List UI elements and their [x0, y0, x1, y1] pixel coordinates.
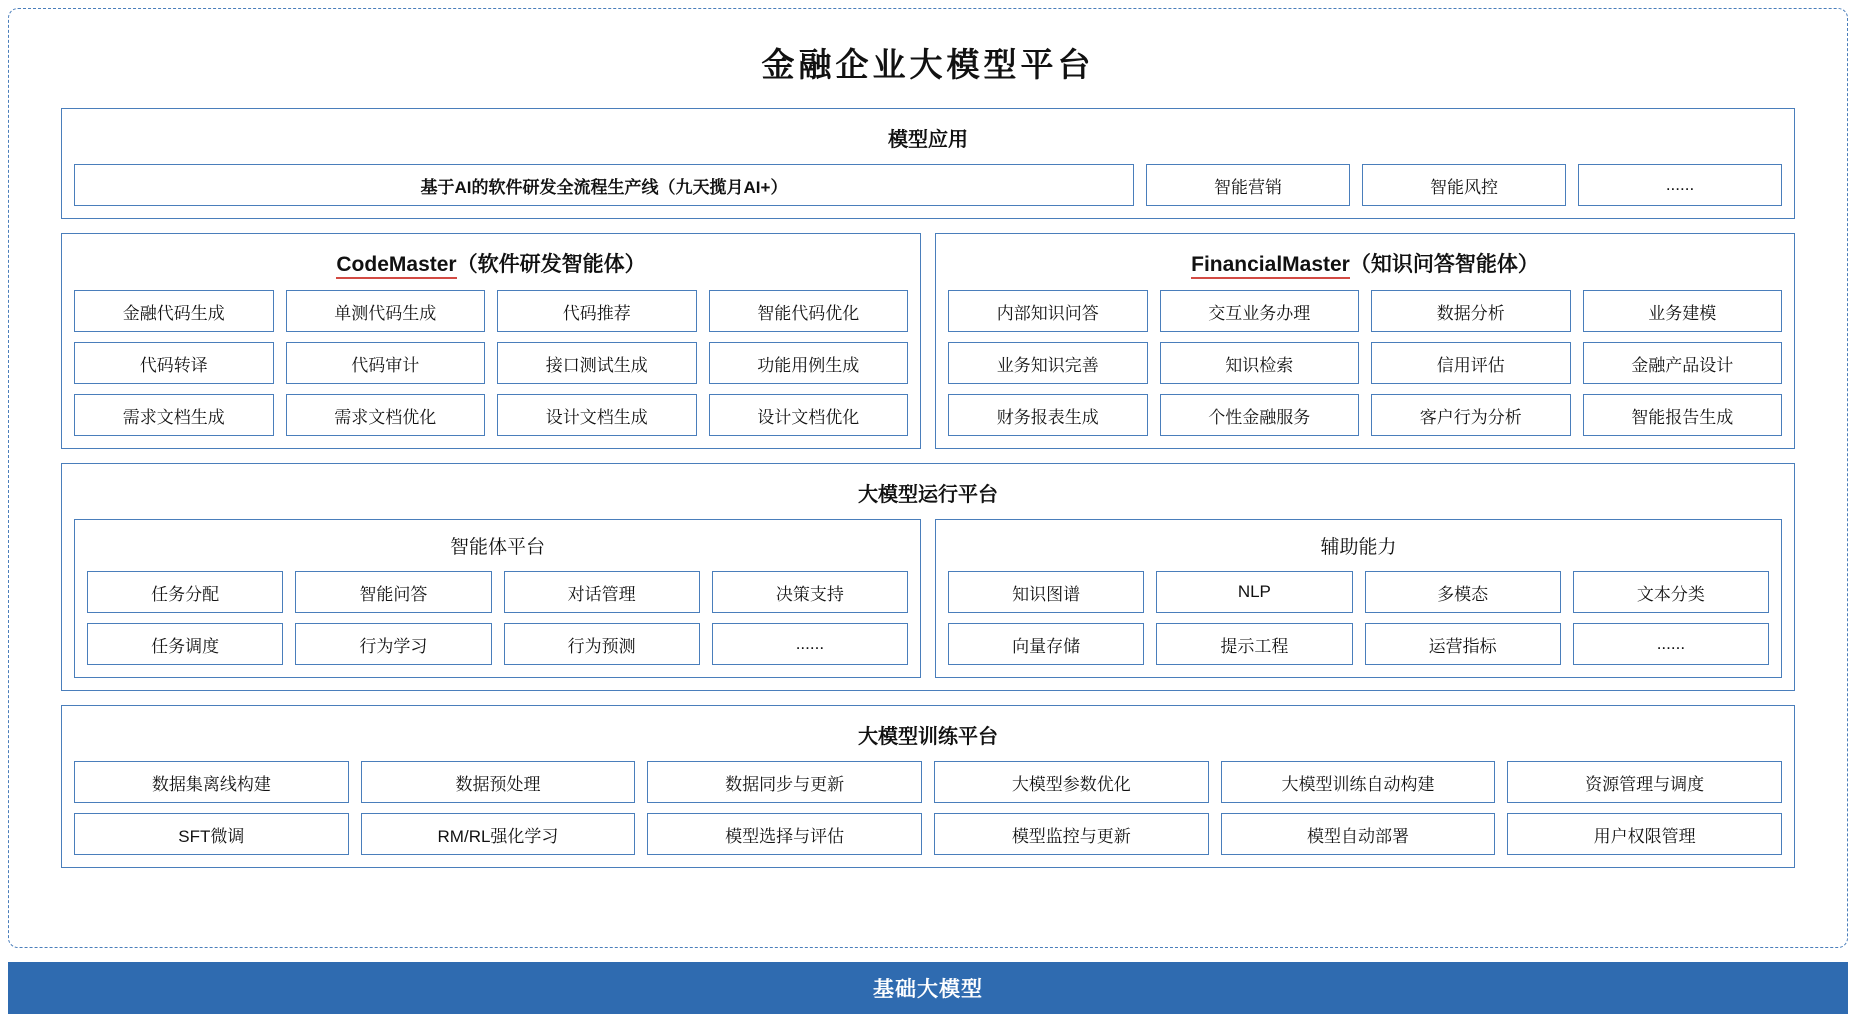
codemaster-item[interactable]: 设计文档优化	[709, 394, 909, 436]
agent-platform-item[interactable]: 任务调度	[87, 623, 283, 665]
training-platform-item[interactable]: 数据集离线构建	[74, 761, 349, 803]
agent-platform-panel	[74, 519, 921, 678]
assist-capability-item[interactable]: 多模态	[1365, 571, 1561, 613]
financialmaster-item[interactable]: 内部知识问答	[948, 290, 1148, 332]
agent-platform-item[interactable]: 任务分配	[87, 571, 283, 613]
codemaster-title	[74, 248, 908, 278]
codemaster-item[interactable]: 功能用例生成	[709, 342, 909, 384]
financialmaster-item[interactable]: 信用评估	[1371, 342, 1571, 384]
financialmaster-item[interactable]: 金融产品设计	[1583, 342, 1783, 384]
app-item-marketing[interactable]: 智能营销	[1146, 164, 1350, 206]
training-platform-item[interactable]: SFT微调	[74, 813, 349, 855]
training-platform-title: 大模型训练平台	[858, 726, 998, 748]
financialmaster-panel	[935, 233, 1795, 449]
codemaster-item[interactable]: 智能代码优化	[709, 290, 909, 332]
model-application-title: 模型应用	[888, 129, 968, 151]
codemaster-item[interactable]: 单测代码生成	[286, 290, 486, 332]
codemaster-items	[74, 290, 908, 436]
assist-capability-item[interactable]: 向量存储	[948, 623, 1144, 665]
platform-frame	[8, 8, 1848, 948]
agent-platform-title: 智能体平台	[449, 537, 545, 558]
model-application-panel	[61, 108, 1795, 219]
page-title: 金融企业大模型平台	[761, 46, 1095, 83]
codemaster-item[interactable]: 需求文档生成	[74, 394, 274, 436]
codemaster-item[interactable]: 设计文档生成	[497, 394, 697, 436]
assist-capability-item[interactable]: 文本分类	[1573, 571, 1769, 613]
agent-platform-item[interactable]: 对话管理	[504, 571, 700, 613]
training-platform-item[interactable]: 模型自动部署	[1221, 813, 1496, 855]
financialmaster-items	[948, 290, 1782, 436]
codemaster-item[interactable]: 金融代码生成	[74, 290, 274, 332]
financialmaster-item[interactable]: 客户行为分析	[1371, 394, 1571, 436]
financialmaster-title-en: FinancialMaster	[1191, 253, 1350, 279]
agent-platform-item[interactable]: 智能问答	[295, 571, 491, 613]
base-model-bar: 基础大模型	[8, 962, 1848, 1014]
codemaster-item[interactable]: 代码审计	[286, 342, 486, 384]
training-platform-item[interactable]: 模型选择与评估	[647, 813, 922, 855]
training-platform-items	[74, 761, 1782, 855]
codemaster-item[interactable]: 代码转译	[74, 342, 274, 384]
app-item-riskcontrol[interactable]: 智能风控	[1362, 164, 1566, 206]
training-platform-item[interactable]: 大模型训练自动构建	[1221, 761, 1496, 803]
financialmaster-item[interactable]: 业务建模	[1583, 290, 1783, 332]
financialmaster-item[interactable]: 智能报告生成	[1583, 394, 1783, 436]
codemaster-item[interactable]: 需求文档优化	[286, 394, 486, 436]
agent-platform-items	[87, 571, 908, 665]
assist-capability-items	[948, 571, 1769, 665]
training-platform-item[interactable]: 数据预处理	[361, 761, 636, 803]
runtime-platform-title: 大模型运行平台	[858, 484, 998, 506]
model-application-items	[74, 164, 1782, 206]
assist-capability-panel	[935, 519, 1782, 678]
agent-platform-item[interactable]: 行为预测	[504, 623, 700, 665]
assist-capability-title: 辅助能力	[1320, 537, 1397, 558]
runtime-platform-panel	[61, 463, 1795, 691]
agent-platform-item[interactable]: 决策支持	[712, 571, 908, 613]
assist-capability-item[interactable]: 运营指标	[1365, 623, 1561, 665]
codemaster-panel	[61, 233, 921, 449]
financialmaster-title-cn: （知识问答智能体）	[1349, 253, 1539, 276]
codemaster-title-en: CodeMaster	[336, 253, 456, 279]
agents-row	[61, 233, 1795, 449]
assist-capability-item[interactable]: 提示工程	[1156, 623, 1352, 665]
training-platform-item[interactable]: 大模型参数优化	[934, 761, 1209, 803]
financialmaster-item[interactable]: 业务知识完善	[948, 342, 1148, 384]
financialmaster-item[interactable]: 交互业务办理	[1160, 290, 1360, 332]
training-platform-panel	[61, 705, 1795, 868]
codemaster-item[interactable]: 接口测试生成	[497, 342, 697, 384]
financialmaster-item[interactable]: 知识检索	[1160, 342, 1360, 384]
agent-platform-item[interactable]: ......	[712, 623, 908, 665]
training-platform-item[interactable]: 数据同步与更新	[647, 761, 922, 803]
runtime-platform-sections	[74, 519, 1782, 678]
training-platform-item[interactable]: 资源管理与调度	[1507, 761, 1782, 803]
financialmaster-title	[948, 248, 1782, 278]
assist-capability-item[interactable]: ......	[1573, 623, 1769, 665]
app-item-primary[interactable]: 基于AI的软件研发全流程生产线（九天揽月AI+）	[74, 164, 1134, 206]
codemaster-item[interactable]: 代码推荐	[497, 290, 697, 332]
assist-capability-item[interactable]: 知识图谱	[948, 571, 1144, 613]
financialmaster-item[interactable]: 个性金融服务	[1160, 394, 1360, 436]
assist-capability-item[interactable]: NLP	[1156, 571, 1352, 613]
training-platform-item[interactable]: 模型监控与更新	[934, 813, 1209, 855]
financialmaster-item[interactable]: 财务报表生成	[948, 394, 1148, 436]
training-platform-item[interactable]: RM/RL强化学习	[361, 813, 636, 855]
agent-platform-item[interactable]: 行为学习	[295, 623, 491, 665]
codemaster-title-cn: （软件研发智能体）	[456, 253, 646, 276]
training-platform-item[interactable]: 用户权限管理	[1507, 813, 1782, 855]
app-item-more[interactable]: ......	[1578, 164, 1782, 206]
financialmaster-item[interactable]: 数据分析	[1371, 290, 1571, 332]
